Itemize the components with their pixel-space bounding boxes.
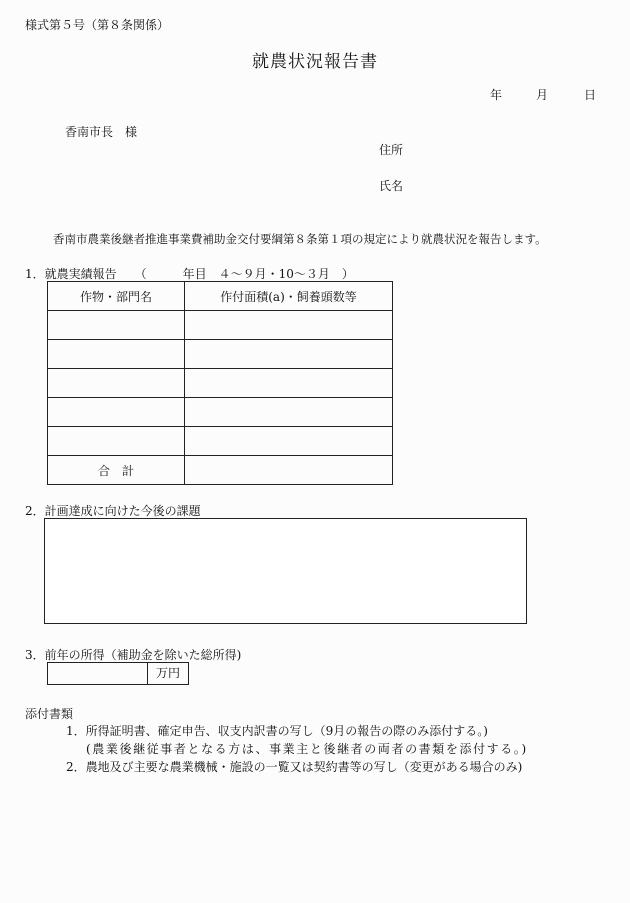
- address-label: 住所: [379, 143, 404, 157]
- results-table: [47, 281, 393, 485]
- name-label: 氏名: [379, 179, 404, 193]
- section3-heading: 3．前年の所得（補助金を除いた総所得): [25, 648, 242, 662]
- area-cell[interactable]: [185, 340, 393, 369]
- total-row: [48, 456, 393, 485]
- table-row: [48, 340, 393, 369]
- income-input[interactable]: [48, 663, 148, 684]
- income-unit-label: 万円: [155, 666, 180, 680]
- column-header-crop: 作物・部門名: [48, 282, 185, 311]
- crop-cell[interactable]: [48, 311, 185, 340]
- date-year-label: 年: [490, 88, 503, 102]
- table-row: [48, 398, 393, 427]
- page-title: 就農状況報告書: [252, 52, 378, 72]
- date-day-label: 日: [584, 88, 597, 102]
- total-value-cell[interactable]: [185, 456, 393, 485]
- section2-heading: 2．計画達成に向けた今後の課題: [25, 504, 201, 518]
- table-header-row: [48, 282, 393, 311]
- attachments-heading: 添付書類: [25, 707, 74, 721]
- date-month-label: 月: [536, 88, 549, 102]
- area-cell[interactable]: [185, 369, 393, 398]
- income-field: [47, 662, 189, 685]
- attachment-item-note: (農業後継従事者となる方は、事業主と後継者の両者の書類を添付する。): [86, 742, 528, 756]
- area-cell[interactable]: [185, 427, 393, 456]
- attachment-item: 2．農地及び主要な農業機械・施設の一覧又は契約書等の写し（変更がある場合のみ): [66, 760, 523, 774]
- column-header-area: 作付面積(a)・飼養頭数等: [185, 282, 393, 311]
- future-issues-box[interactable]: [44, 518, 527, 624]
- crop-cell[interactable]: [48, 369, 185, 398]
- section1-heading: 1．就農実績報告 （ 年目 ４～９月・10～３月 ）: [25, 267, 354, 281]
- crop-cell[interactable]: [48, 398, 185, 427]
- report-statement: 香南市農業後継者推進事業費補助金交付要綱第８条第１項の規定により就農状況を報告します。: [53, 232, 547, 246]
- attachment-item: 1．所得証明書、確定申告、収支内訳書の写し（9月の報告の際のみ添付する。): [66, 724, 488, 738]
- date-line: [490, 86, 596, 103]
- form-number: 様式第５号（第８条関係）: [25, 18, 170, 32]
- table-row: [48, 427, 393, 456]
- total-label: 合 計: [48, 456, 185, 485]
- crop-cell[interactable]: [48, 427, 185, 456]
- area-cell[interactable]: [185, 398, 393, 427]
- table-row: [48, 311, 393, 340]
- table-row: [48, 369, 393, 398]
- addressee: 香南市長 様: [65, 125, 138, 139]
- crop-cell[interactable]: [48, 340, 185, 369]
- area-cell[interactable]: [185, 311, 393, 340]
